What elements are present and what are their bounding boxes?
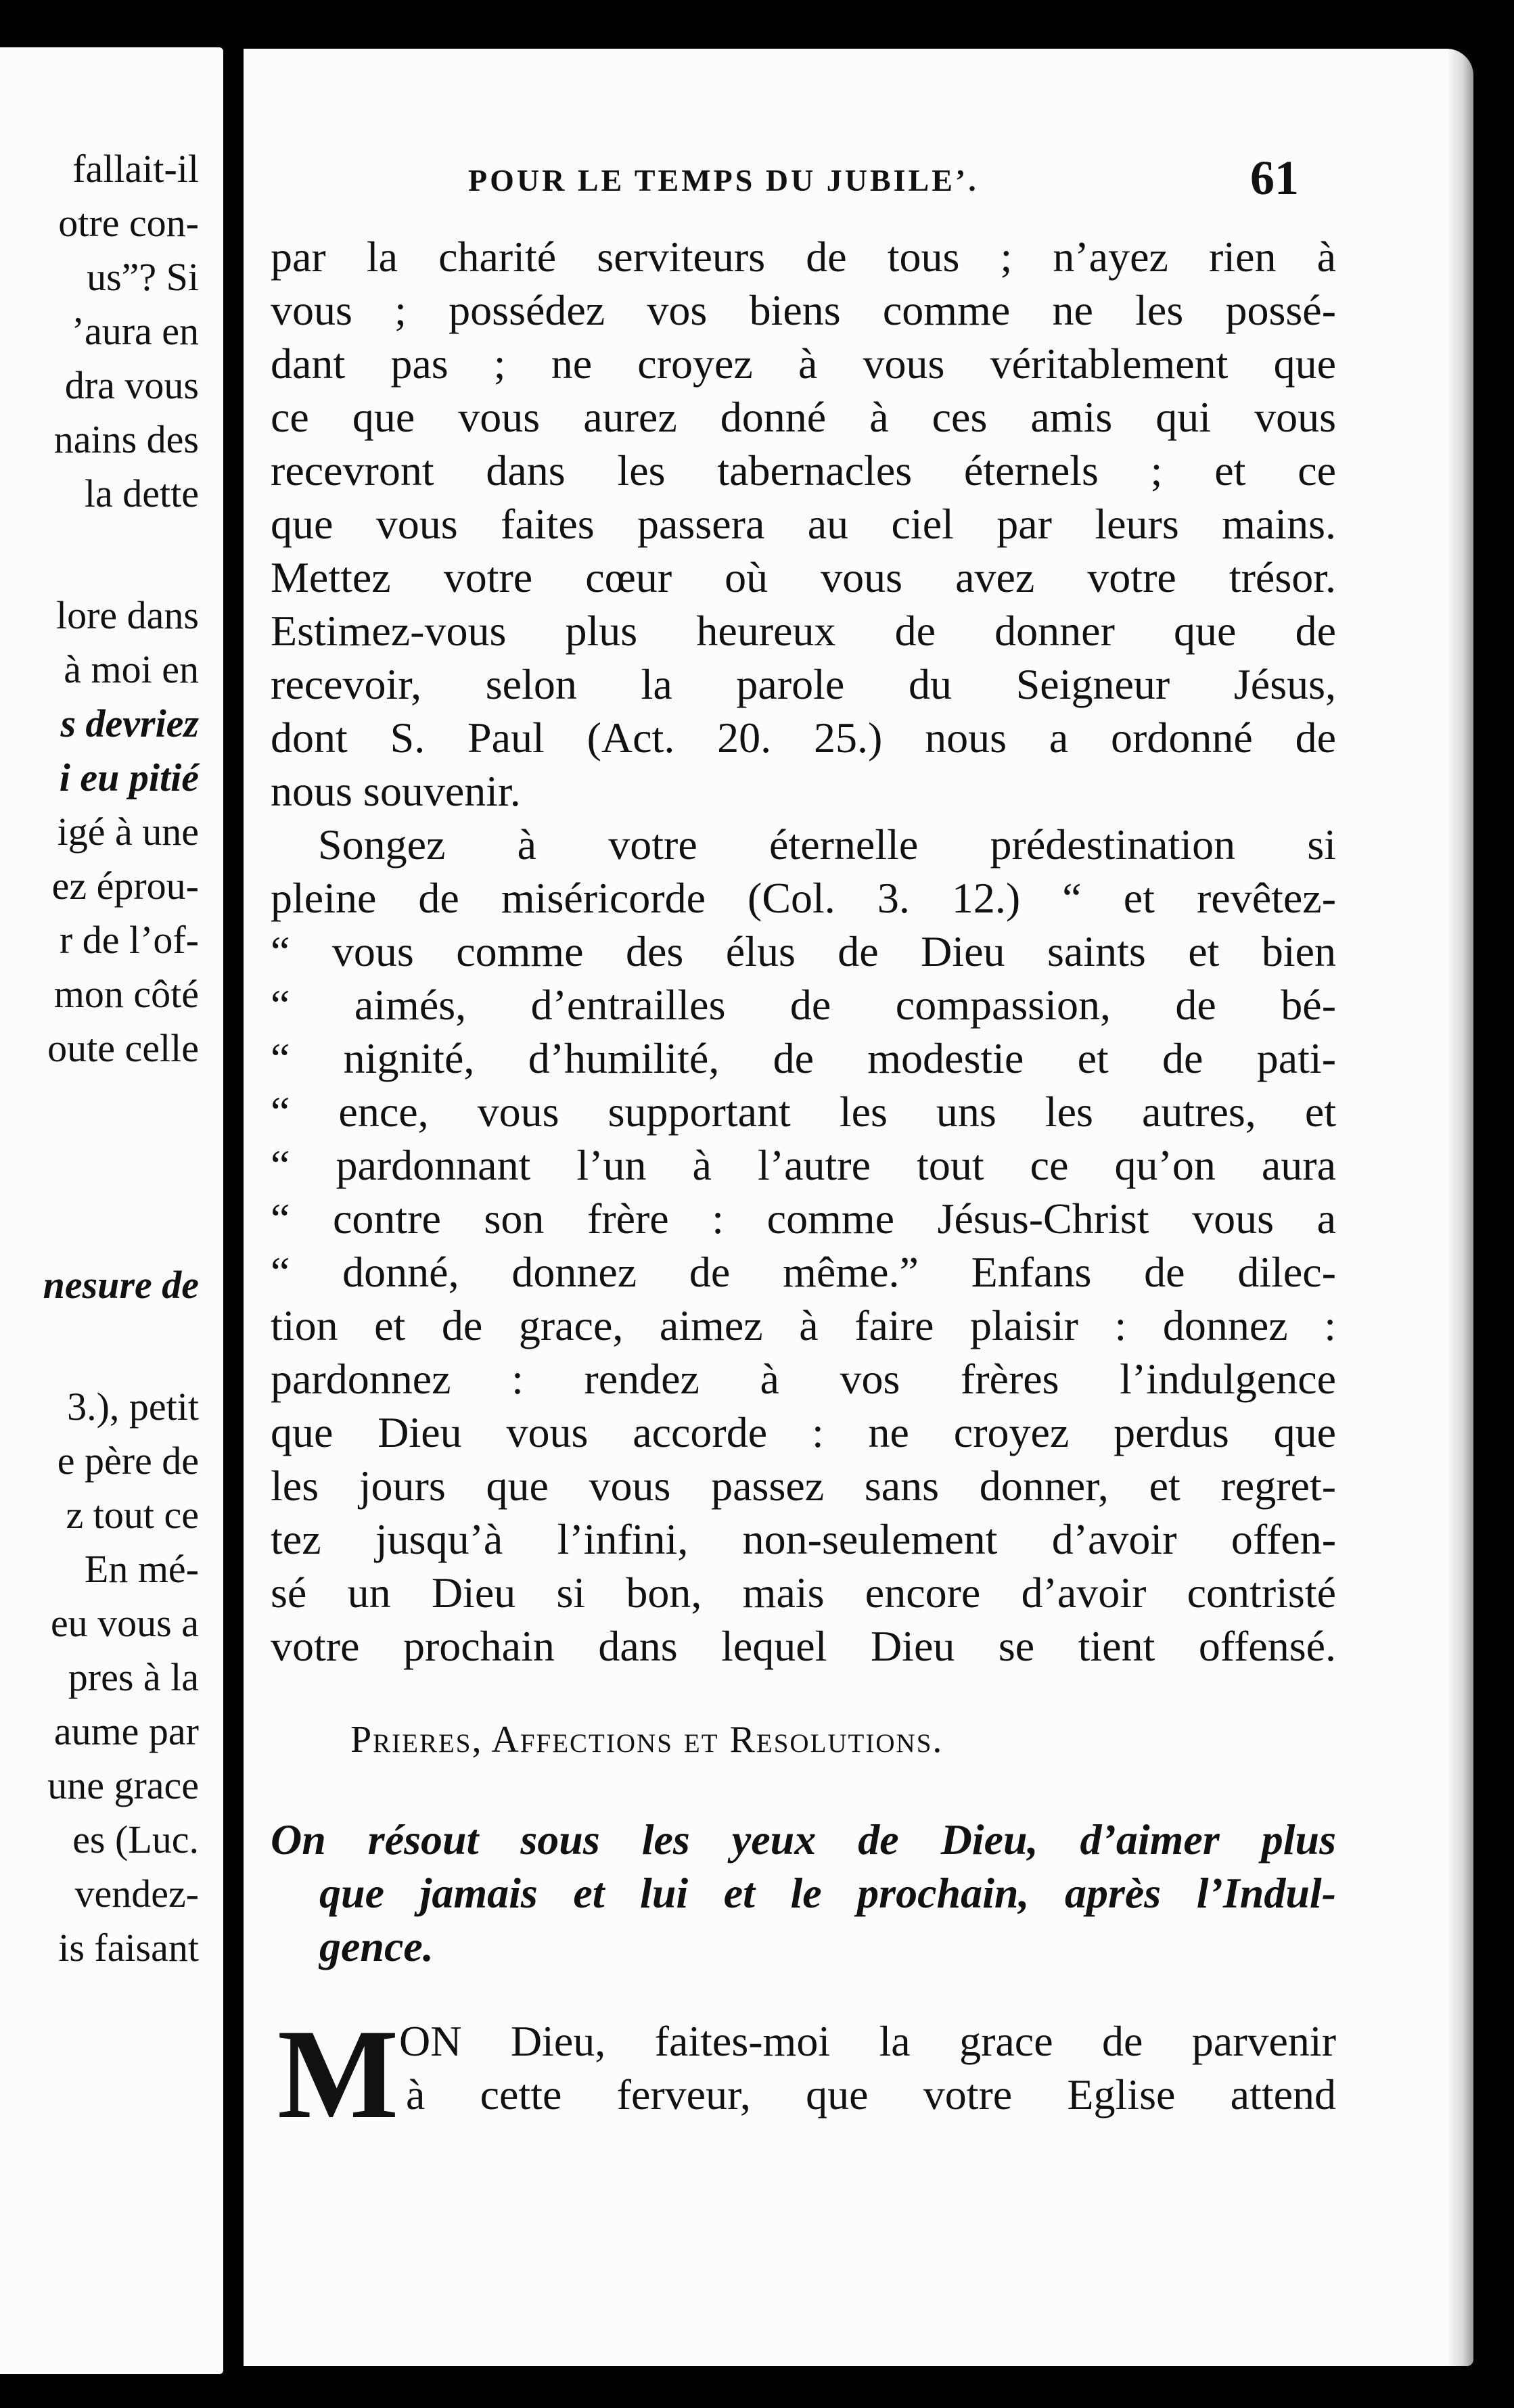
facing-page-line: aume par [53, 1709, 199, 1753]
section-heading: Prieres, Affections et Resolutions. [350, 1719, 944, 1761]
body-line: recevront dans les tabernacles éternels ; et ce [271, 446, 1336, 494]
facing-page-line: oute celle [47, 1026, 199, 1070]
body-line: dant pas ; ne croyez à vous véritablement que [271, 340, 1336, 388]
body-line: Songez à votre éternelle prédestination si [318, 820, 1336, 869]
facing-page-line: mon côté [53, 972, 199, 1016]
facing-page-line: s devriez [60, 701, 199, 745]
body-line: votre prochain dans lequel Dieu se tient offensé. [271, 1622, 1336, 1670]
facing-page-line: En mé- [84, 1547, 199, 1591]
facing-page-line: nesure de [43, 1263, 199, 1307]
facing-page-line: ez éprou- [51, 864, 199, 908]
drop-cap: M [277, 2004, 399, 2146]
facing-page-line: r de l’of- [59, 918, 199, 962]
facing-page-line: 3.), petit [67, 1385, 199, 1429]
facing-page-line: e père de [57, 1439, 199, 1483]
prayer-line: à cette ferveur, que votre Eglise attend [406, 2070, 1336, 2118]
facing-page-line: fallait-il [72, 147, 199, 191]
facing-page-line: nains des [53, 417, 199, 461]
body-line: pardonnez : rendez à vos frères l’indulgence [271, 1355, 1336, 1403]
facing-page-line: vendez- [74, 1872, 199, 1916]
facing-page-line: z tout ce [66, 1493, 199, 1537]
body-line: ce que vous aurez donné à ces amis qui vous [271, 393, 1336, 441]
body-line: que vous faites passera au ciel par leurs mains. [271, 500, 1336, 548]
body-line: Estimez-vous plus heureux de donner que de [271, 607, 1336, 655]
facing-page-line: es (Luc. [72, 1817, 199, 1861]
body-line: “ ence, vous supportant les uns les autres, et [271, 1088, 1336, 1136]
body-line: “ contre son frère : comme Jésus-Christ vous a [271, 1195, 1336, 1243]
facing-page-line: igé à une [57, 810, 199, 854]
facing-page-line: pres à la [68, 1655, 199, 1699]
summary-line: que jamais et lui et le prochain, après l’Indul- [319, 1869, 1336, 1917]
prayer-line: ON Dieu, faites-moi la grace de parvenir [399, 2017, 1336, 2065]
facing-page-line: la dette [84, 471, 199, 515]
prayer-text [399, 2014, 1336, 2121]
summary-line: gence. [319, 1922, 434, 1970]
book-page [244, 49, 1473, 2366]
body-line: par la charité serviteurs de tous ; n’ayez rien à [271, 233, 1336, 281]
body-line: “ pardonnant l’un à l’autre tout ce qu’on aura [271, 1141, 1336, 1189]
body-line: “ aimés, d’entrailles de compassion, de bé- [271, 981, 1336, 1029]
body-line: “ donné, donnez de même.” Enfans de dilec- [271, 1248, 1336, 1296]
facing-page-fragment [0, 47, 223, 2374]
body-line: les jours que vous passez sans donner, et regret- [271, 1462, 1336, 1510]
facing-page-line: lore dans [56, 593, 199, 637]
facing-page-line: eu vous a [50, 1601, 199, 1645]
running-header: POUR LE TEMPS DU JUBILE’. [468, 163, 979, 198]
facing-page-line: dra vous [64, 363, 199, 407]
facing-page-line: is faisant [58, 1926, 199, 1970]
book-gutter [223, 41, 244, 2394]
body-line: nous souvenir. [271, 767, 521, 815]
body-text [271, 230, 1336, 1673]
page-number: 61 [1250, 151, 1299, 205]
body-line: vous ; possédez vos biens comme ne les possé- [271, 286, 1336, 334]
section-summary [271, 1813, 1336, 1973]
body-line: “ vous comme des élus de Dieu saints et bien [271, 927, 1336, 975]
page-edge-shadow [1446, 49, 1473, 2366]
facing-page-line: une grace [47, 1763, 199, 1807]
facing-page-line: us”? Si [87, 255, 199, 299]
summary-line: On résout sous les yeux de Dieu, d’aimer plus [271, 1815, 1336, 1863]
body-line: pleine de miséricorde (Col. 3. 12.) “ et revêtez- [271, 874, 1336, 922]
facing-page-line: i eu pitié [59, 756, 199, 800]
body-line: que Dieu vous accorde : ne croyez perdus que [271, 1408, 1336, 1456]
body-line: “ nignité, d’humilité, de modestie et de pati- [271, 1034, 1336, 1082]
body-line: dont S. Paul (Act. 20. 25.) nous a ordonné de [271, 714, 1336, 762]
body-line: tez jusqu’à l’infini, non-seulement d’avoir offen- [271, 1515, 1336, 1563]
body-line: recevoir, selon la parole du Seigneur Jésus, [271, 660, 1336, 708]
facing-page-line: otre con- [58, 201, 199, 245]
body-line: sé un Dieu si bon, mais encore d’avoir contristé [271, 1569, 1336, 1617]
facing-page-line: ’aura en [71, 309, 199, 353]
body-line: Mettez votre cœur où vous avez votre trésor. [271, 553, 1336, 601]
body-line: tion et de grace, aimez à faire plaisir : donnez : [271, 1301, 1336, 1349]
facing-page-line: à moi en [64, 647, 199, 691]
